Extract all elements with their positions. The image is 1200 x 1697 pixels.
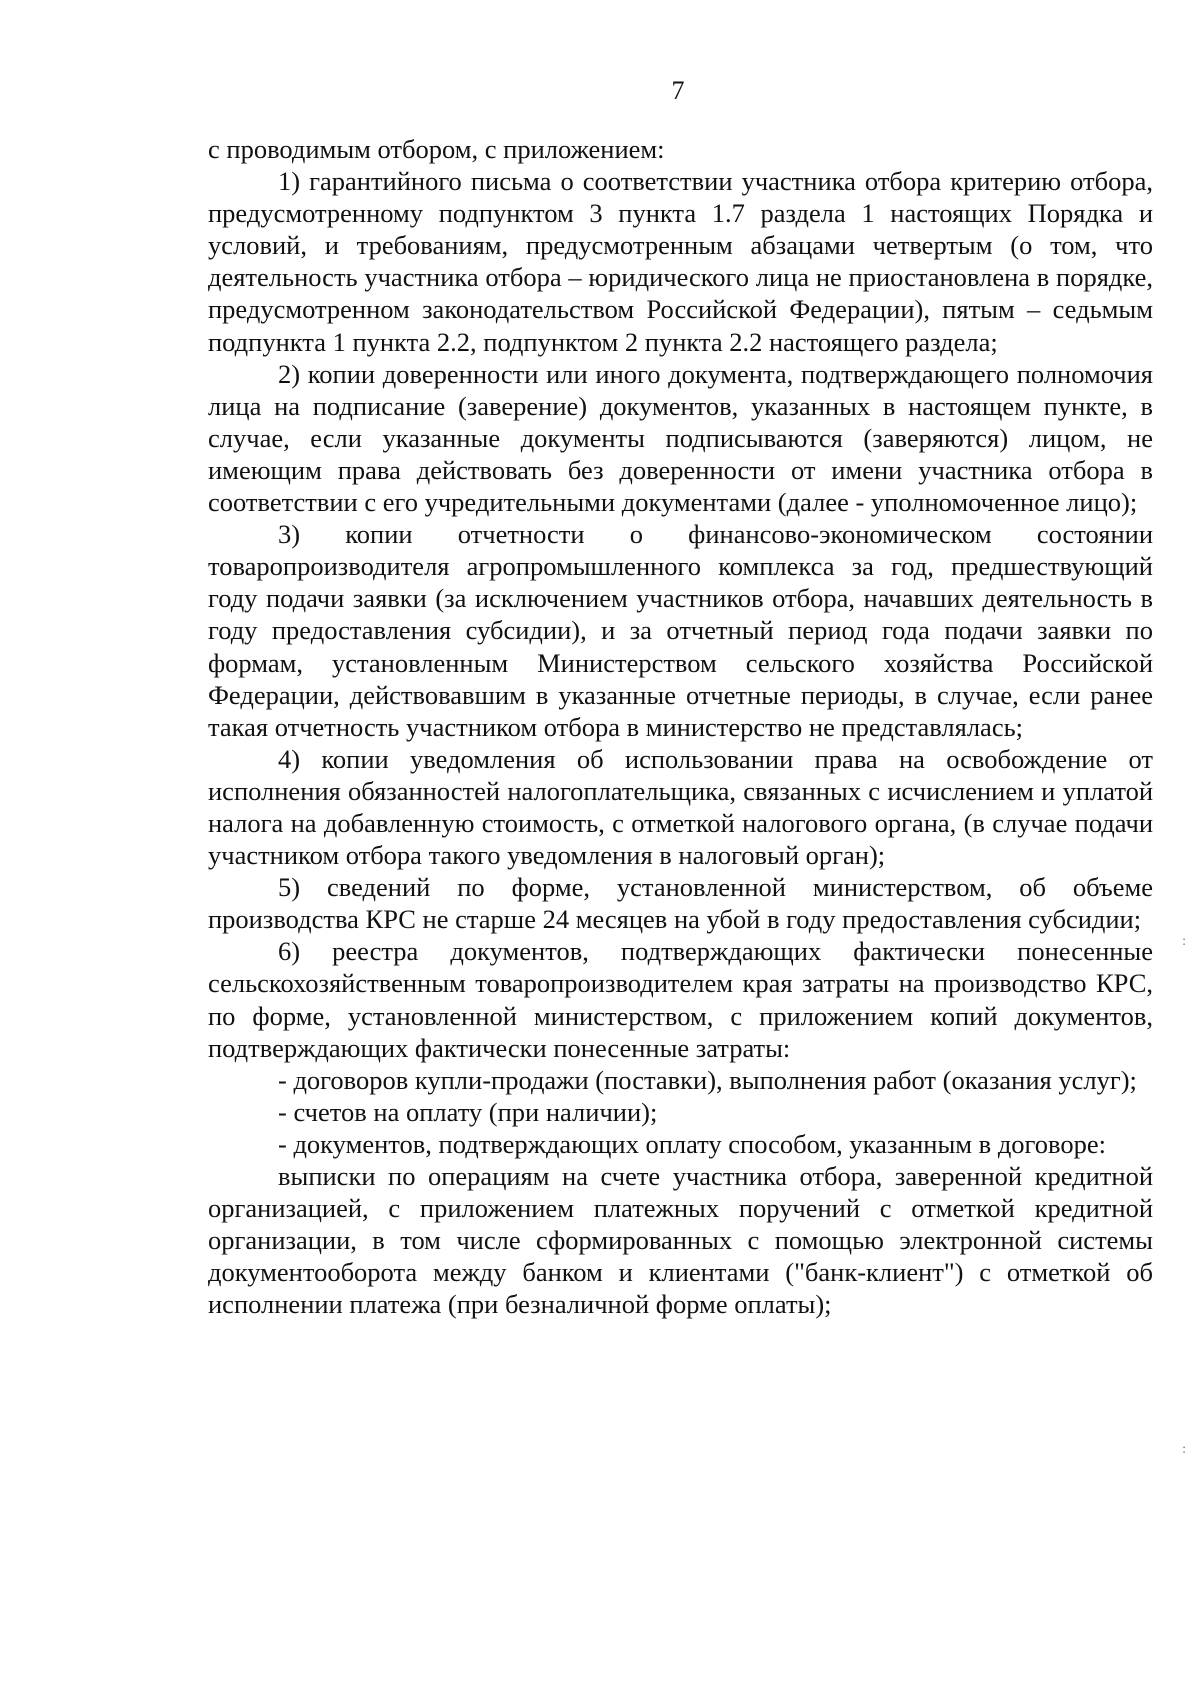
paragraph-item-5: 5) сведений по форме, установленной министерством, об объеме производства КРС не старше 24 месяцев на убой в году предоставления субсидии; — [208, 872, 1153, 935]
paragraph-item-2: 2) копии доверенности или иного документа, подтверждающего полномочия лица на подписание (заверение) документов, указанных в настоящем пункте, в случае, если указанные документы подписываются (заверяются) лицом, не имеющим права действовать без доверенности от имени участника отбора в соответствии с его учредительными документами (далее - уполномоченное лицо); — [208, 358, 1153, 518]
paragraph-item-6: 6) реестра документов, подтверждающих фактически понесенные сельскохозяйственным товаропроизводителем края затраты на производство КРС, по форме, установленной министерством, с приложением копий документов, подтверждающих фактически понесенные затраты: — [208, 936, 1153, 1063]
sub-item-contracts: - договоров купли-продажи (поставки), выполнения работ (оказания услуг); — [278, 1064, 1137, 1095]
page-number: 7 — [671, 76, 685, 105]
paragraph-bank-statements: выписки по операциям на счете участника отбора, заверенной кредитной организацией, с приложением платежных поручений с отметкой кредитной организации, в том числе сформированных с помощью электронной системы документооборота между банком и клиентами ("банк-клиент") с отметкой об исполнении платежа (при безналичной форме оплаты); — [208, 1161, 1153, 1320]
paragraph-item-4: 4) копии уведомления об использовании права на освобождение от исполнения обязанностей налогоплательщика, связанных с исчислением и уплатой налога на добавленную стоимость, с отметкой налогового органа, (в случае подачи участником отбора такого уведомления в налоговый орган); — [208, 743, 1153, 871]
paragraph-item-3: 3) копии отчетности о финансово-экономическом состоянии товаропроизводителя агропромышленного комплекса за год, предшествующий году подачи заявки (за исключением участников отбора, начавших деятельность в году предоставления субсидии), и за отчетный период года подачи заявки по формам, установленным Министерством сельского хозяйства Российской Федерации, действовавшим в указанные отчетные периоды, в случае, если ранее такая отчетность участником отбора в министерство не представлялась; — [208, 519, 1153, 742]
paragraph-item-1: 1) гарантийного письма о соответствии участника отбора критерию отбора, предусмотренному подпунктом 3 пункта 1.7 раздела 1 настоящих Порядка и условий, и требованиям, предусмотренным абзацами четвертым (о том, что деятельность участника отбора – юридического лица не приостановлена в порядке, предусмотренном законодательством Российской Федерации), пятым – седьмым подпункта 1 пункта 2.2, подпунктом 2 пункта 2.2 настоящего раздела; — [208, 166, 1153, 357]
scan-mark: : — [1182, 1442, 1186, 1457]
sub-item-payment-documents: - документов, подтверждающих оплату способом, указанным в договоре: — [278, 1128, 1106, 1159]
sub-item-invoices: - счетов на оплату (при наличии); — [278, 1096, 658, 1127]
scan-mark: : — [1182, 934, 1186, 949]
paragraph-intro: с проводимым отбором, с приложением: — [208, 134, 665, 164]
document-body — [208, 133, 1153, 1320]
